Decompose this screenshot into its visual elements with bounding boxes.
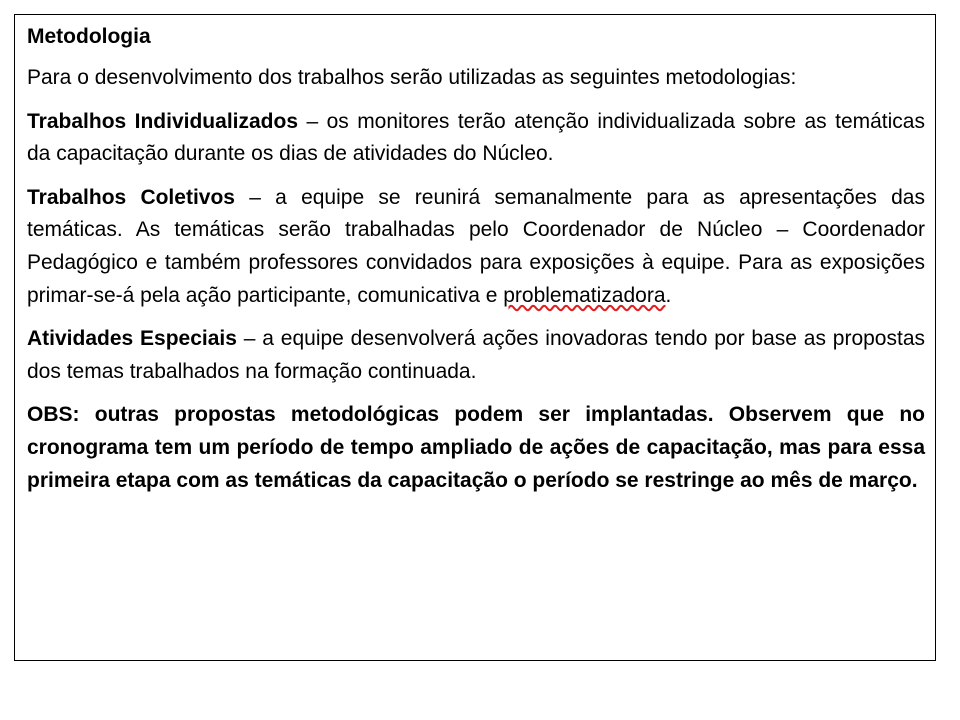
intro-paragraph: Para o desenvolvimento dos trabalhos serão utilizadas as seguintes metodologias: [27, 66, 797, 89]
section-text-end: . [665, 283, 672, 307]
obs-paragraph: OBS: outras propostas metodológicas podem ser implantadas. Observem que no cronograma tem um período de tempo ampliado de ações de capacitação, mas para essa primeira etapa com as temáticas da capacitação o período se restringe ao mês de março. [27, 403, 925, 492]
document-frame [14, 14, 936, 661]
spellcheck-flagged-word[interactable]: problematizadora [503, 283, 666, 307]
document-title: Metodologia [27, 25, 151, 48]
section-special [27, 323, 925, 388]
section-text: – a equipe desenvolverá ações inovadoras tendo por base as propostas dos temas trabalhados na formação continuada. [27, 327, 925, 383]
section-heading: Trabalhos Coletivos [27, 185, 235, 209]
section-text: – os monitores terão atenção individualizada sobre as temáticas da capacitação durante os dias de atividades do Núcleo. [27, 109, 925, 166]
section-heading: Atividades Especiais [27, 327, 237, 351]
section-collective [27, 182, 925, 312]
section-heading: Trabalhos Individualizados [27, 109, 298, 133]
section-text: – a equipe se reunirá semanalmente para as apresentações das temáticas. As temáticas serão trabalhadas pelo Coordenador de Núcleo – Coordenador Pedagógico e também professores convidados para exposições à equipe. Para as exposições primar-se-á pela ação participante, comunicativa e [27, 185, 925, 307]
section-individualized [27, 106, 925, 171]
